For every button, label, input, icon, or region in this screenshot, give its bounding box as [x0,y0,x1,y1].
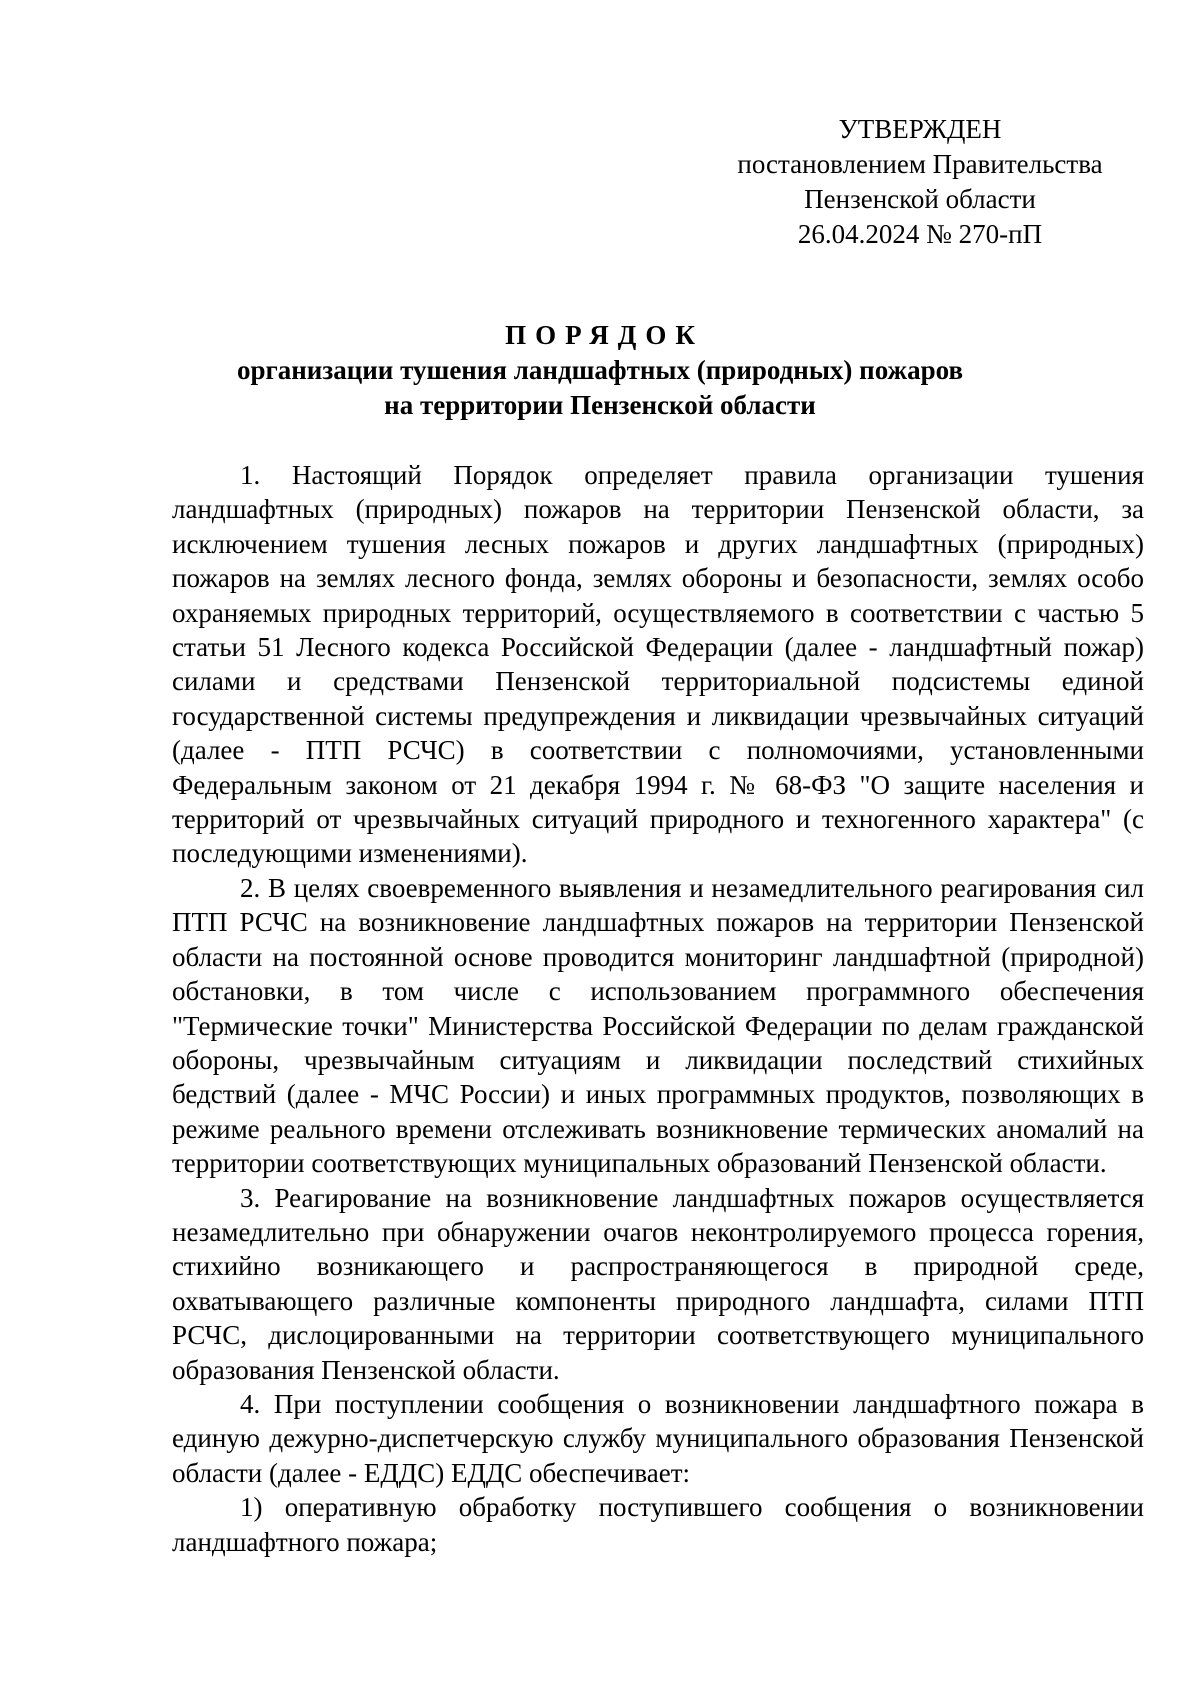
title-subtitle-line1: организации тушения ландшафтных (природных) пожаров [236,355,964,385]
approval-region: Пензенской области [804,184,1036,214]
paragraph-2: 2. В целях своевременного выявления и незамедлительного реагирования сил ПТП РСЧС на возникновение ландшафтных пожаров на территории Пензенской области на постоянной основе проводится мониторинг ландшафтной (природной) обстановки, в том числе с использованием программного обеспечения "Термические точки" Министерства Российской Федерации по делам гражданской обороны, чрезвычайным ситуациям и ликвидации последствий стихийных бедствий (далее - МЧС России) и иных программных продуктов, позволяющих в режиме реального времени отслеживать возникновение термических аномалий на территории соответствующих муниципальных образований Пензенской области. [172,872,1144,1179]
title-heading: ПОРЯДОК [505,320,704,350]
document-title [160,318,1040,423]
title-subtitle-line2: на территории Пензенской области [384,390,816,420]
paragraph-4: 4. При поступлении сообщения о возникновении ландшафтного пожара в единую дежурно-диспетчерскую службу муниципального образования Пензенской области (далее - ЕДДС) ЕДДС обеспечивает: [172,1388,1144,1488]
document-body [172,458,1144,1559]
paragraph-3: 3. Реагирование на возникновение ландшафтных пожаров осуществляется незамедлительно при обнаружении очагов неконтролируемого процесса горения, стихийно возникающего и распространяющегося в природной среде, охватывающего различные компоненты природного ландшафта, силами ПТП РСЧС, дислоцированными на территории соответствующего муниципального образования Пензенской области. [172,1182,1144,1385]
approval-decree-type: постановлением Правительства [737,149,1103,179]
approval-stamp-block [720,112,1120,252]
approval-status: УТВЕРЖДЕН [838,114,1002,144]
paragraph-1: 1. Настоящий Порядок определяет правила организации тушения ландшафтных (природных) пожаров на территории Пензенской области, за исключением тушения лесных пожаров и других ландшафтных (природных) пожаров на землях лесного фонда, землях обороны и безопасности, землях особо охраняемых природных территорий, осуществляемого в соответствии с частью 5 статьи 51 Лесного кодекса Российской Федерации (далее - ландшафтный пожар) силами и средствами Пензенской территориальной подсистемы единой государственной системы предупреждения и ликвидации чрезвычайных ситуаций (далее - ПТП РСЧС) в соответствии с полномочиями, установленными Федеральным законом от 21 декабря 1994 г. № 68-ФЗ "О защите населения и территорий от чрезвычайных ситуаций природного и техногенного характера" (с последующими изменениями). [172,460,1144,869]
approval-date-number: 26.04.2024 № 270-пП [797,219,1043,249]
paragraph-4-item-1: 1) оперативную обработку поступившего сообщения о возникновении ландшафтного пожара; [172,1492,1144,1557]
